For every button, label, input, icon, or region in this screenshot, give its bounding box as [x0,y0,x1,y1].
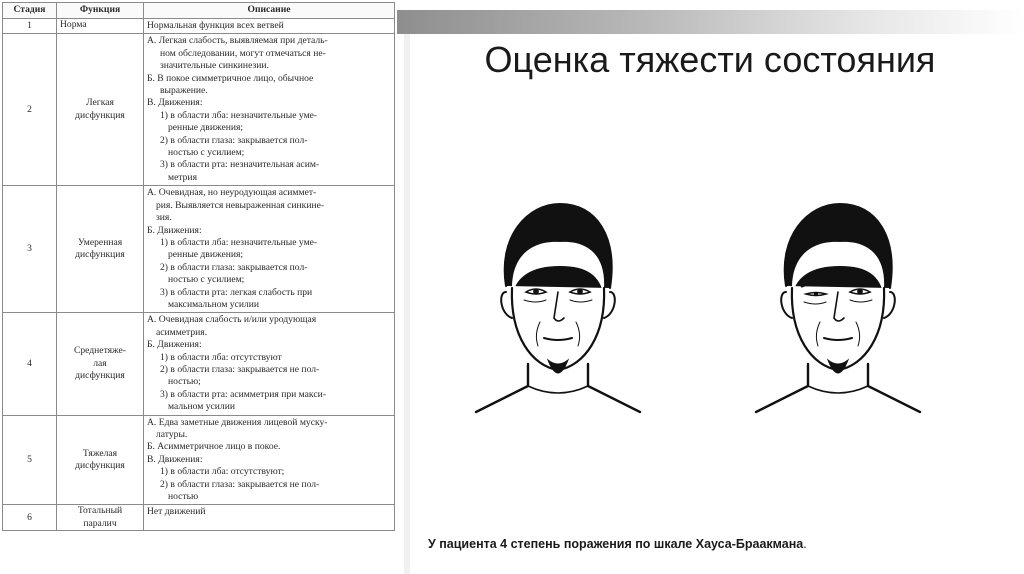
function-line: Среднетяже- [73,345,127,357]
stage-cell: 3 [3,186,57,313]
description-line: ностью; [168,376,201,388]
description-line: ностью с усилием; [168,274,245,286]
description-line: 2) в области глаза: закрывается не пол- [160,478,320,490]
function-cell [57,186,144,313]
stage-cell: 4 [3,313,57,415]
description-cell [144,34,395,186]
function-line: Тотальный [77,505,123,517]
table-row [3,19,395,34]
description-cell [144,313,395,415]
face-illustration-eye-droop [748,196,928,416]
description-line: ренные движения; [168,249,244,261]
description-line: 1) в области лба: незначительные уме- [160,109,318,121]
description-line: ностью [168,491,199,503]
function-line: лая [93,357,107,369]
description-line: 1) в области лба: отсутствуют; [160,466,285,478]
description-line: 3) в области рта: легкая слабость при [160,286,313,298]
page-title: Оценка тяжести состояния [484,39,936,80]
table-header-row [3,3,395,19]
description-line: Б. В покое симметричное лицо, обычное [147,72,314,84]
function-line: Тяжелая [82,447,118,459]
col-header-function: Функция [57,3,144,19]
description-line: ренные движения; [168,122,244,134]
description-cell [144,19,395,34]
description-line: рия. Выявляется невыраженная синкине- [156,199,325,211]
table-row [3,313,395,415]
description-line: В. Движения: [147,453,203,465]
table-row [3,34,395,186]
description-line: Б. Асимметричное лицо в покое. [147,441,281,453]
function-cell [57,313,144,415]
caption-period: . [803,537,807,551]
description-cell [144,415,395,505]
description-line: Б. Движения: [147,224,202,236]
description-line: А. Очевидная, но неуродующая асиммет- [147,187,317,199]
description-line: максимальном усилии [168,298,260,310]
description-line: 3) в области рта: асимметрия при макси- [160,388,326,400]
function-cell [57,34,144,186]
description-cell [144,505,395,531]
description-line: ном обследовании, могут отмечаться не- [160,47,326,59]
stage-cell: 5 [3,415,57,505]
description-line: 2) в области глаза: закрывается пол- [160,134,308,146]
table-row [3,186,395,313]
patient-caption [428,537,807,551]
table-row [3,415,395,505]
function-cell [57,19,144,34]
description-line: 2) в области глаза: закрывается пол- [160,261,308,273]
description-line: 2) в области глаза: закрывается не пол- [160,363,320,375]
house-brackmann-table [2,2,395,531]
function-cell [57,415,144,505]
function-line: Норма [60,19,87,30]
function-line: паралич [83,517,117,529]
stage-cell: 1 [3,19,57,34]
description-line: метрия [168,171,197,183]
description-line: асимметрия. [156,326,208,338]
caption-text: У пациента 4 степень поражения по шкале Хауса-Браакмана [428,537,804,551]
stage-cell: 2 [3,34,57,186]
stage-cell: 6 [3,505,57,531]
function-line: дисфункция [75,370,125,382]
face-illustration-symmetric [468,196,648,416]
description-line: ностью с усилием; [168,147,245,159]
col-header-description: Описание [144,3,395,19]
description-line: зия. [156,212,172,224]
description-line: значительные синкинезии. [160,60,269,72]
description-line: А. Едва заметные движения лицевой муску- [147,416,328,428]
header-gradient-bar [397,10,1024,34]
description-line: Нормальная функция всех ветвей [147,20,284,31]
description-line: выражение. [160,85,208,97]
function-line: дисфункция [75,109,125,121]
description-line: 1) в области лба: незначительные уме- [160,236,318,248]
description-line: латуры. [156,429,188,440]
function-line: Умеренная [77,236,123,248]
col-header-stage: Стадия [3,3,57,19]
vertical-divider [404,34,410,574]
description-line: А. Очевидная слабость и/или уродующая [147,314,317,326]
description-line: мальном усилии [168,401,235,413]
description-line: 1) в области лба: отсутствуют [160,351,282,363]
description-line: 3) в области рта: незначительная асим- [160,159,320,171]
description-line: Б. Движения: [147,339,202,351]
description-cell [144,186,395,313]
function-cell [57,505,144,531]
description-line: В. Движения: [147,97,203,109]
table-row [3,505,395,531]
description-line: Нет движений [147,506,206,518]
function-line: дисфункция [75,249,125,261]
description-line: А. Легкая слабость, выявляемая при деталь- [147,35,328,47]
function-line: дисфункция [75,460,125,472]
function-line: Легкая [86,97,114,109]
table-body [3,19,395,531]
